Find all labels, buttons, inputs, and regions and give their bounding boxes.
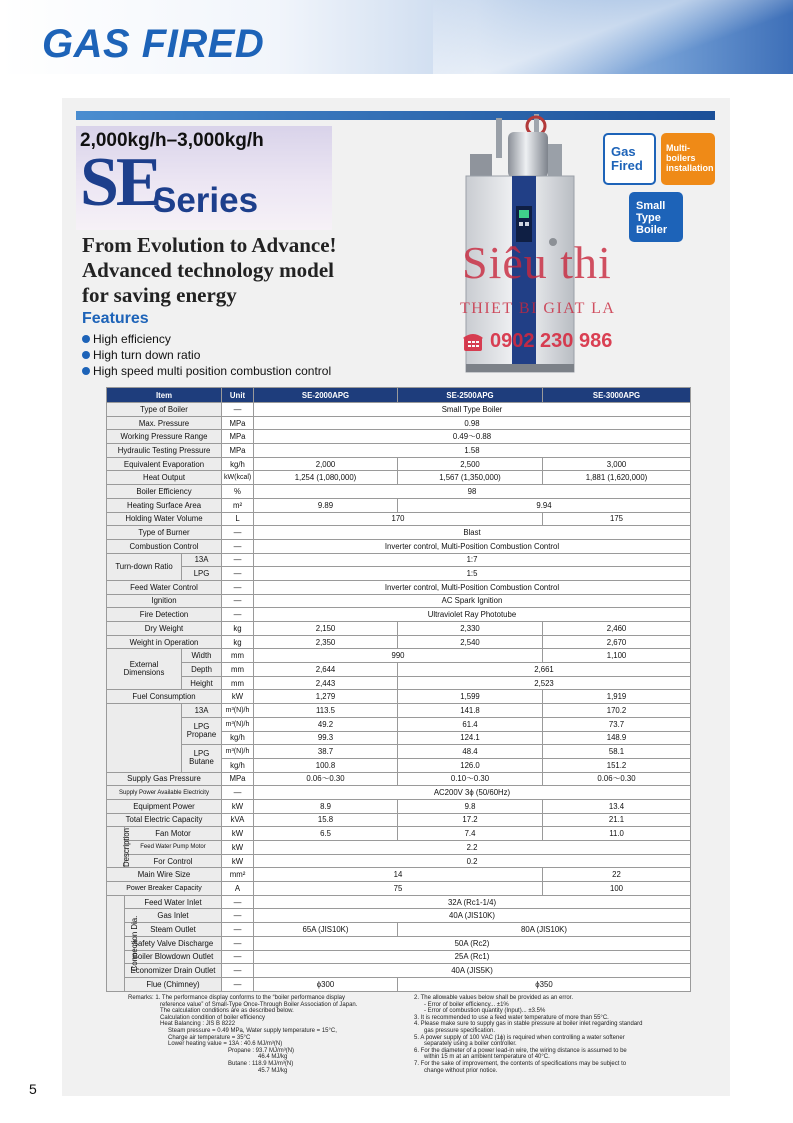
- row-value: 3,000: [543, 457, 691, 471]
- multi-boilers-badge: [661, 133, 715, 185]
- row-label: Feed Water Control: [107, 580, 222, 594]
- bullet-icon: [82, 351, 90, 359]
- remark-line: reference value” of Small-Type Once-Through Boiler Association of Japan.: [160, 1001, 358, 1008]
- row-value: 2,443: [254, 676, 398, 690]
- row-value: Ultraviolet Ray Phototube: [254, 608, 691, 622]
- remark-line: 46.4 MJ/kg: [258, 1054, 288, 1061]
- row-label: Weight in Operation: [107, 635, 222, 649]
- row-sublabel: [182, 717, 222, 744]
- row-unit: kW(kcal): [222, 471, 254, 485]
- row-value: 113.5: [254, 704, 398, 718]
- remark-line: Heat Balancing : JIS B 8222: [160, 1021, 236, 1028]
- row-unit: —: [222, 594, 254, 608]
- row-label: Power Breaker Capacity: [107, 882, 222, 896]
- spec-table: [106, 387, 691, 992]
- row-label: Holding Water Volume: [107, 512, 222, 526]
- row-label: Total Electric Capacity: [107, 813, 222, 827]
- row-value: 61.4: [398, 717, 543, 731]
- row-unit: —: [222, 936, 254, 950]
- badge-line: Boiler: [636, 224, 668, 236]
- row-label: Gas Inlet: [125, 909, 222, 923]
- remark-line: Butane : 118.9 MJ/m³(N): [228, 1060, 294, 1067]
- remark-line: 3. It is recommended to use a feed water temperature of more than 55°C.: [414, 1014, 609, 1021]
- row-unit: kVA: [222, 813, 254, 827]
- row-value: ϕ350: [398, 977, 691, 991]
- row-value: 0.10〜0.30: [398, 772, 543, 786]
- table-row: [107, 977, 691, 991]
- row-value: Inverter control, Multi-Position Combustion Control: [254, 539, 691, 553]
- row-label: Dry Weight: [107, 622, 222, 636]
- tagline-line: Advanced technology model: [82, 258, 334, 282]
- header-model: SE-3000APG: [543, 388, 691, 403]
- row-group-label: [107, 895, 140, 991]
- remark-line: Charge air temperature = 35°C: [168, 1034, 251, 1041]
- vertical-label: Description: [122, 827, 131, 867]
- row-value: AC200V 3ϕ (50/60Hz): [254, 786, 691, 800]
- sublabel-line: Propane: [186, 730, 217, 739]
- row-value: 2,670: [543, 635, 691, 649]
- page-number: 5: [29, 1081, 37, 1097]
- row-value: 99.3: [254, 731, 398, 745]
- table-row: [107, 964, 691, 978]
- row-label: Safety Valve Discharge: [125, 936, 222, 950]
- remark-line: gas pressure specification.: [424, 1027, 496, 1034]
- row-unit: kg: [222, 622, 254, 636]
- row-unit: —: [222, 923, 254, 937]
- header-highlight: [433, 0, 793, 74]
- row-value: 2,000: [254, 457, 398, 471]
- gas-fired-badge: [603, 133, 656, 185]
- remark-line: Calculation condition of boiler efficiency: [160, 1014, 265, 1021]
- remarks-left: [128, 995, 400, 1074]
- row-value: 6.5: [254, 827, 398, 841]
- table-row: [107, 512, 691, 526]
- row-unit: —: [222, 895, 254, 909]
- bullet-icon: [82, 335, 90, 343]
- row-value: 9.89: [254, 498, 398, 512]
- row-unit: kW: [222, 799, 254, 813]
- watermark-phone: [462, 330, 612, 353]
- watermark-name: Siêu thi: [462, 237, 612, 288]
- row-label: Boiler Blowdown Outlet: [125, 950, 222, 964]
- row-value: 0.49〜0.88: [254, 430, 691, 444]
- row-label: Fuel Consumption: [107, 690, 222, 704]
- remark-line: 5. A power supply of 100 VAC (1ϕ) is required when controlling a water softener: [414, 1034, 625, 1041]
- table-row: [107, 403, 691, 417]
- badge-line: Small: [636, 200, 666, 212]
- table-row: [107, 786, 691, 800]
- row-value: Small Type Boiler: [254, 403, 691, 417]
- row-value: 49.2: [254, 717, 398, 731]
- row-value: 175: [543, 512, 691, 526]
- row-unit: —: [222, 553, 254, 567]
- watermark-subtitle: THIET BI GIAT LA: [460, 300, 616, 317]
- row-label: Fire Detection: [107, 608, 222, 622]
- row-value: 1,254 (1,080,000): [254, 471, 398, 485]
- table-row: [107, 936, 691, 950]
- row-unit: —: [222, 567, 254, 581]
- row-label: For Control: [125, 854, 222, 868]
- row-value: 25A (Rc1): [254, 950, 691, 964]
- row-unit: kg/h: [222, 457, 254, 471]
- table-row: [107, 717, 691, 731]
- row-value: 15.8: [254, 813, 398, 827]
- row-value: 48.4: [398, 745, 543, 759]
- row-value: 124.1: [398, 731, 543, 745]
- row-value: 1:5: [254, 567, 691, 581]
- table-row: [107, 841, 691, 855]
- row-unit: L: [222, 512, 254, 526]
- row-label: Feed Water Inlet: [125, 895, 222, 909]
- row-unit: m³(N)/h: [222, 704, 254, 718]
- row-value: 2,661: [398, 663, 691, 677]
- remark-line: change without prior notice.: [424, 1067, 498, 1074]
- badge-line: installation: [666, 163, 714, 173]
- row-label: Hydraulic Testing Pressure: [107, 444, 222, 458]
- capacity-range: 2,000kg/h–3,000kg/h: [80, 130, 264, 151]
- row-label: Max. Pressure: [107, 416, 222, 430]
- row-value: 2,523: [398, 676, 691, 690]
- row-label: Equipment Power: [107, 799, 222, 813]
- feature-text: High turn down ratio: [93, 348, 201, 362]
- row-value: 80A (JIS10K): [398, 923, 691, 937]
- table-row: [107, 622, 691, 636]
- row-unit: kW: [222, 827, 254, 841]
- table-row: [107, 649, 691, 663]
- remark-line: 4. Please make sure to supply gas in stable pressure at boiler inlet regarding standard: [414, 1021, 643, 1028]
- table-row: [107, 663, 691, 677]
- row-value: 1,279: [254, 690, 398, 704]
- row-value: 40A (JIS5K): [254, 964, 691, 978]
- row-value: Blast: [254, 526, 691, 540]
- table-row: [107, 909, 691, 923]
- row-unit: —: [222, 786, 254, 800]
- row-unit: kg/h: [222, 731, 254, 745]
- row-unit: —: [222, 526, 254, 540]
- row-value: 170: [254, 512, 543, 526]
- row-unit: m³(N)/h: [222, 745, 254, 759]
- table-row: [107, 608, 691, 622]
- row-value: 990: [254, 649, 543, 663]
- row-value: 1,881 (1,620,000): [543, 471, 691, 485]
- row-label: Equivalent Evaporation: [107, 457, 222, 471]
- row-label: Type of Burner: [107, 526, 222, 540]
- remark-line: 45.7 MJ/kg: [258, 1067, 288, 1074]
- row-label: Heating Surface Area: [107, 498, 222, 512]
- tagline: [82, 233, 402, 308]
- row-value: 2,350: [254, 635, 398, 649]
- row-label: Ignition: [107, 594, 222, 608]
- top-blue-rule: [76, 111, 715, 120]
- row-value: 73.7: [543, 717, 691, 731]
- row-value: 1,599: [398, 690, 543, 704]
- row-value: 2,540: [398, 635, 543, 649]
- features-title: Features: [82, 310, 149, 327]
- row-value: 32A (Rc1-1/4): [254, 895, 691, 909]
- row-unit: kW: [222, 854, 254, 868]
- row-value: 2,330: [398, 622, 543, 636]
- row-value: 1,100: [543, 649, 691, 663]
- remark-line: - Error of combustion quantity (Input)... ±3.5%: [424, 1008, 546, 1015]
- table-row: [107, 635, 691, 649]
- table-row: [107, 813, 691, 827]
- remark-line: within 15 m at an ambient temperature of 40°C.: [424, 1054, 550, 1061]
- row-label: Economizer Drain Outlet: [125, 964, 222, 978]
- table-row: [107, 854, 691, 868]
- remark-line: Remarks: 1. The performance display conforms to the “boiler performance display: [128, 995, 345, 1001]
- row-unit: MPa: [222, 416, 254, 430]
- row-label: Working Pressure Range: [107, 430, 222, 444]
- row-unit: mm: [222, 663, 254, 677]
- row-label: Feed Water Pump Motor: [125, 841, 222, 855]
- sublabel-line: LPG: [193, 748, 210, 758]
- table-row: [107, 950, 691, 964]
- row-value: 21.1: [543, 813, 691, 827]
- watermark-phone-number: 0902 230 986: [490, 330, 613, 352]
- remarks: [128, 995, 690, 1074]
- table-row: [107, 580, 691, 594]
- row-label: Type of Boiler: [107, 403, 222, 417]
- row-unit: MPa: [222, 444, 254, 458]
- row-value: 126.0: [398, 758, 543, 772]
- table-row: [107, 539, 691, 553]
- remark-line: Lower heating value = 13A : 40.6 MJ/m³(N): [168, 1041, 283, 1048]
- row-value: 100.8: [254, 758, 398, 772]
- row-value: 58.1: [543, 745, 691, 759]
- row-value: Inverter control, Multi-Position Combustion Control: [254, 580, 691, 594]
- row-value: 0.06〜0.30: [543, 772, 691, 786]
- table-row: [107, 553, 691, 567]
- table-row: [107, 923, 691, 937]
- row-label: External Dimensions: [107, 649, 182, 690]
- row-sublabel: 13A: [182, 704, 222, 718]
- badge-line: Multi-: [666, 143, 690, 153]
- row-unit: m²: [222, 498, 254, 512]
- feature-item: [82, 331, 331, 347]
- remark-line: separately using a boiler controller.: [424, 1041, 517, 1048]
- row-unit: —: [222, 977, 254, 991]
- table-row: [107, 676, 691, 690]
- table-row: [107, 690, 691, 704]
- badge-line: Fired: [611, 158, 643, 173]
- row-group-spacer: [107, 704, 182, 772]
- table-row: [107, 526, 691, 540]
- row-value: 151.2: [543, 758, 691, 772]
- row-label: Supply Gas Pressure: [107, 772, 222, 786]
- row-unit: kg/h: [222, 758, 254, 772]
- header-unit: Unit: [222, 388, 254, 403]
- row-sublabel: Depth: [182, 663, 222, 677]
- badge-line: Gas: [611, 144, 636, 159]
- row-unit: kW: [222, 690, 254, 704]
- table-row: [107, 416, 691, 430]
- row-unit: —: [222, 539, 254, 553]
- row-unit: m³(N)/h: [222, 717, 254, 731]
- row-value: 7.4: [398, 827, 543, 841]
- row-sublabel: 13A: [182, 553, 222, 567]
- row-unit: —: [222, 403, 254, 417]
- row-value: 100: [543, 882, 691, 896]
- row-value: 1,919: [543, 690, 691, 704]
- row-value: 13.4: [543, 799, 691, 813]
- table-header-row: [107, 388, 691, 403]
- row-label: Combustion Control: [107, 539, 222, 553]
- table-row: [107, 457, 691, 471]
- row-value: 22: [543, 868, 691, 882]
- row-value: 9.8: [398, 799, 543, 813]
- row-group-label: [107, 827, 131, 868]
- series-word: Series: [153, 181, 259, 220]
- row-value: 2,644: [254, 663, 398, 677]
- badge-line: boilers: [666, 153, 696, 163]
- badge-line: Type: [636, 212, 661, 224]
- row-value: 2,500: [398, 457, 543, 471]
- tagline-line: for saving energy: [82, 283, 237, 307]
- row-sublabel: LPG: [182, 567, 222, 581]
- remark-line: 6. For the diameter of a power lead-in wire, the wiring distance is assumed to be: [414, 1047, 627, 1054]
- row-label: Turn-down Ratio: [107, 553, 182, 580]
- remark-line: Propane : 93.7 MJ/m³(N): [228, 1047, 295, 1054]
- feature-item: [82, 363, 331, 379]
- remark-line: Steam pressure = 0.49 MPa, Water supply temperature = 15°C,: [168, 1027, 337, 1034]
- row-label: Heat Output: [107, 471, 222, 485]
- row-value: AC Spark Ignition: [254, 594, 691, 608]
- remarks-right: [414, 995, 686, 1074]
- table-row: [107, 799, 691, 813]
- row-unit: —: [222, 964, 254, 978]
- row-value: 9.94: [398, 498, 691, 512]
- row-value: 75: [254, 882, 543, 896]
- row-unit: mm²: [222, 868, 254, 882]
- row-label: Supply Power Available Electricity: [107, 786, 222, 800]
- row-value: 0.98: [254, 416, 691, 430]
- row-sublabel: [182, 745, 222, 772]
- row-value: 0.2: [254, 854, 691, 868]
- row-unit: kW: [222, 841, 254, 855]
- table-row: [107, 882, 691, 896]
- remark-line: 7. For the sake of improvement, the contents of specifications may be subject to: [414, 1060, 627, 1067]
- table-row: [107, 895, 691, 909]
- row-unit: —: [222, 950, 254, 964]
- bullet-icon: [82, 367, 90, 375]
- table-row: [107, 745, 691, 759]
- header-item: Item: [107, 388, 222, 403]
- row-value: 65A (JIS10K): [254, 923, 398, 937]
- row-unit: %: [222, 485, 254, 499]
- table-row: [107, 430, 691, 444]
- row-value: 50A (Rc2): [254, 936, 691, 950]
- row-label: Flue (Chimney): [125, 977, 222, 991]
- row-label: Fan Motor: [125, 827, 222, 841]
- row-unit: MPa: [222, 772, 254, 786]
- table-row: [107, 471, 691, 485]
- table-row: [107, 827, 691, 841]
- row-value: 170.2: [543, 704, 691, 718]
- table-row: [107, 594, 691, 608]
- row-value: 2,460: [543, 622, 691, 636]
- remark-line: 2. The allowable values below shall be provided as an error.: [414, 995, 573, 1001]
- row-value: 17.2: [398, 813, 543, 827]
- row-value: 1:7: [254, 553, 691, 567]
- row-unit: —: [222, 580, 254, 594]
- table-row: [107, 567, 691, 581]
- page-title: GAS FIRED: [42, 22, 265, 66]
- vertical-label: Connection Dia.: [130, 915, 140, 971]
- row-value: 8.9: [254, 799, 398, 813]
- phone-icon: [462, 332, 484, 352]
- row-sublabel: Height: [182, 676, 222, 690]
- remark-line: The calculation conditions are as described below.: [160, 1008, 294, 1015]
- row-value: 98: [254, 485, 691, 499]
- row-unit: —: [222, 909, 254, 923]
- row-value: 40A (JIS10K): [254, 909, 691, 923]
- tagline-line: From Evolution to Advance!: [82, 233, 337, 257]
- row-unit: A: [222, 882, 254, 896]
- row-value: 2.2: [254, 841, 691, 855]
- sublabel-line: LPG: [193, 721, 210, 731]
- row-unit: MPa: [222, 430, 254, 444]
- row-value: 1,567 (1,350,000): [398, 471, 543, 485]
- row-unit: mm: [222, 649, 254, 663]
- row-label: Steam Outlet: [125, 923, 222, 937]
- row-unit: mm: [222, 676, 254, 690]
- row-value: 141.8: [398, 704, 543, 718]
- small-type-boiler-badge: [629, 192, 683, 242]
- feature-text: High efficiency: [93, 332, 171, 346]
- row-value: 14: [254, 868, 543, 882]
- remark-line: - Error of boiler efficiency... ±1%: [424, 1001, 509, 1008]
- row-sublabel: Width: [182, 649, 222, 663]
- row-value: ϕ300: [254, 977, 398, 991]
- row-value: 38.7: [254, 745, 398, 759]
- table-row: [107, 444, 691, 458]
- row-value: 1.58: [254, 444, 691, 458]
- table-row: [107, 772, 691, 786]
- table-row: [107, 704, 691, 718]
- header-model: SE-2000APG: [254, 388, 398, 403]
- row-value: 148.9: [543, 731, 691, 745]
- features-list: [82, 331, 331, 379]
- row-label: Boiler Efficiency: [107, 485, 222, 499]
- feature-text: High speed multi position combustion control: [93, 364, 332, 378]
- row-unit: kg: [222, 635, 254, 649]
- row-unit: —: [222, 608, 254, 622]
- row-value: 2,150: [254, 622, 398, 636]
- table-row: [107, 485, 691, 499]
- table-row: [107, 498, 691, 512]
- feature-item: [82, 347, 331, 363]
- header-model: SE-2500APG: [398, 388, 543, 403]
- sublabel-line: Butane: [189, 757, 214, 767]
- row-value: 0.06〜0.30: [254, 772, 398, 786]
- table-row: [107, 868, 691, 882]
- row-value: 11.0: [543, 827, 691, 841]
- series-prefix: SE: [80, 144, 160, 221]
- row-label: Main Wire Size: [107, 868, 222, 882]
